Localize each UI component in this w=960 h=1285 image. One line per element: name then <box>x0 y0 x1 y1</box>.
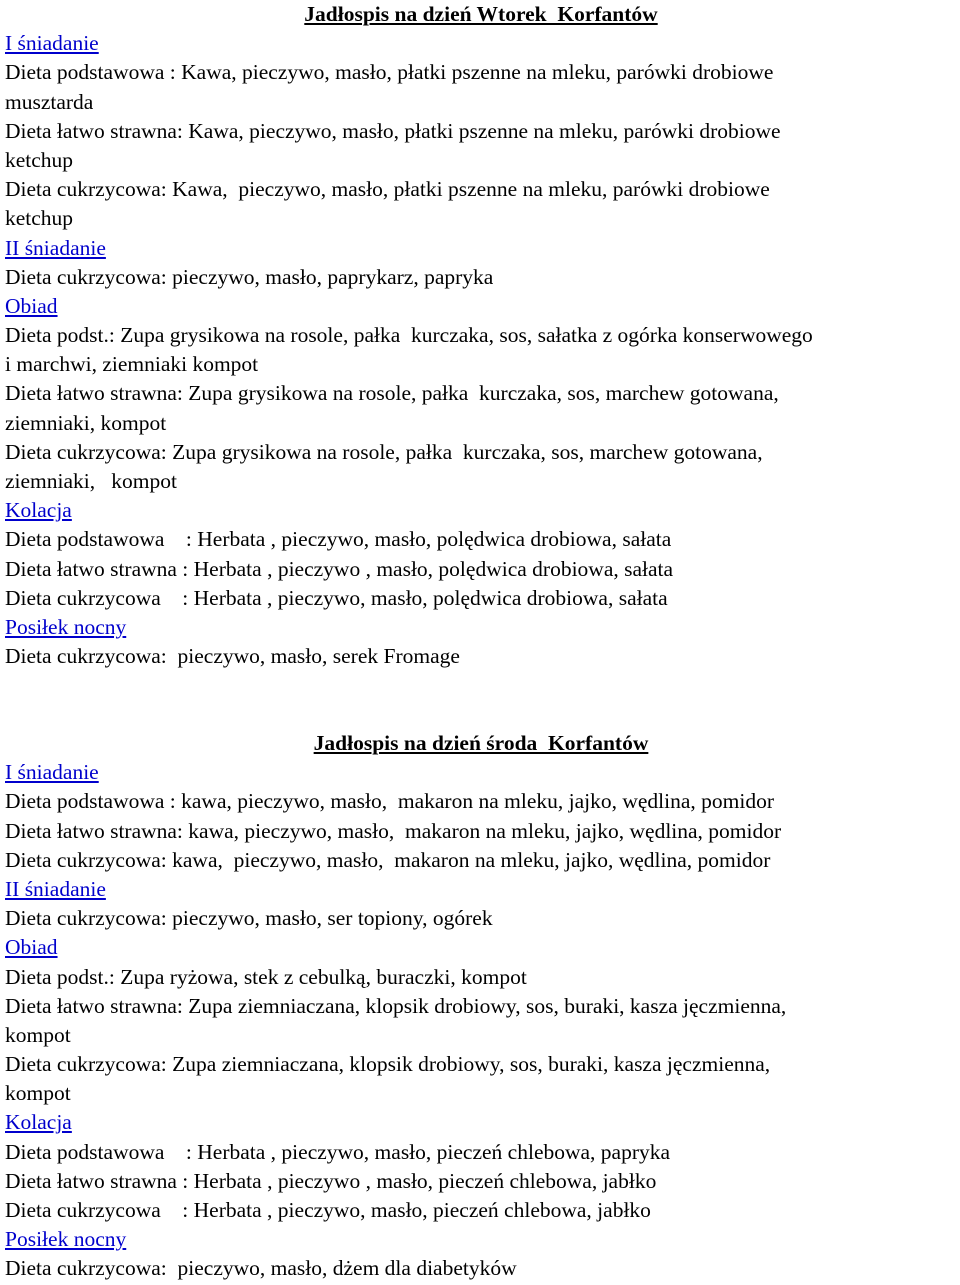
diet-line: Dieta cukrzycowa: pieczywo, masło, paprykarz, papryka <box>5 264 494 289</box>
meal-heading: Posiłek nocny <box>5 1227 127 1252</box>
diet-line: Dieta cukrzycowa: pieczywo, masło, dżem dla diabetyków <box>5 1256 517 1281</box>
diet-line: Dieta podst.: Zupa ryżowa, stek z cebulką, buraczki, kompot <box>5 964 527 989</box>
meal-heading: I śniadanie <box>5 31 99 56</box>
day-title: Jadłospis na dzień środa Korfantów <box>313 731 649 755</box>
diet-line: Dieta łatwo strawna : Herbata , pieczywo , masło, pieczeń chlebowa, jabłko <box>5 1168 657 1193</box>
diet-line: Dieta cukrzycowa: pieczywo, masło, ser topiony, ogórek <box>5 906 493 931</box>
diet-line: Dieta cukrzycowa : Herbata , pieczywo, masło, polędwica drobiowa, sałata <box>5 585 668 610</box>
menu-lines <box>5 758 957 1283</box>
diet-line: kompot <box>5 1022 71 1047</box>
diet-line: Dieta cukrzycowa: Kawa, pieczywo, masło, płatki pszenne na mleku, parówki drobiowe <box>5 177 770 202</box>
diet-line: Dieta łatwo strawna : Herbata , pieczywo , masło, polędwica drobiowa, sałata <box>5 556 674 581</box>
diet-line: Dieta łatwo strawna: Kawa, pieczywo, masło, płatki pszenne na mleku, parówki drobiowe <box>5 118 781 143</box>
diet-line: ketchup <box>5 147 74 172</box>
diet-line: ketchup <box>5 206 74 231</box>
day-menu-tuesday <box>5 0 957 671</box>
meal-heading: Kolacja <box>5 1110 72 1135</box>
menu-lines <box>5 29 957 671</box>
meal-heading: Obiad <box>5 293 58 318</box>
meal-heading: II śniadanie <box>5 235 106 260</box>
diet-line: Dieta podstawowa : kawa, pieczywo, masło, makaron na mleku, jajko, wędlina, pomidor <box>5 789 775 814</box>
meal-heading: Kolacja <box>5 498 72 523</box>
diet-line: ziemniaki, kompot <box>5 469 177 493</box>
diet-line: musztarda <box>5 89 94 114</box>
diet-line: Dieta cukrzycowa: Zupa grysikowa na rosole, pałka kurczaka, sos, marchew gotowana, <box>5 439 763 464</box>
diet-line: Dieta podst.: Zupa grysikowa na rosole, pałka kurczaka, sos, sałatka z ogórka konserwowego <box>5 323 813 348</box>
diet-line: i marchwi, ziemniaki kompot <box>5 352 259 377</box>
day-menu-wednesday <box>5 729 957 1284</box>
diet-line: Dieta podstawowa : Herbata , pieczywo, masło, polędwica drobiowa, sałata <box>5 527 672 552</box>
diet-line: Dieta podstawowa : Kawa, pieczywo, masło, płatki pszenne na mleku, parówki drobiowe <box>5 60 774 85</box>
diet-line: kompot <box>5 1081 71 1106</box>
diet-line: Dieta łatwo strawna: Zupa grysikowa na rosole, pałka kurczaka, sos, marchew gotowana, <box>5 381 779 406</box>
diet-line: Dieta podstawowa : Herbata , pieczywo, masło, pieczeń chlebowa, papryka <box>5 1139 671 1164</box>
diet-line: Dieta łatwo strawna: Zupa ziemniaczana, klopsik drobiowy, sos, buraki, kasza jęczmienna, <box>5 993 787 1018</box>
diet-line: Dieta cukrzycowa : Herbata , pieczywo, masło, pieczeń chlebowa, jabłko <box>5 1198 651 1222</box>
meal-heading: I śniadanie <box>5 760 99 785</box>
meal-heading: Posiłek nocny <box>5 614 127 639</box>
diet-line: Dieta cukrzycowa: pieczywo, masło, serek Fromage <box>5 644 460 669</box>
diet-line: Dieta cukrzycowa: Zupa ziemniaczana, klopsik drobiowy, sos, buraki, kasza jęczmienna, <box>5 1052 771 1077</box>
diet-line: Dieta łatwo strawna: kawa, pieczywo, masło, makaron na mleku, jajko, wędlina, pomidor <box>5 818 782 843</box>
diet-line: Dieta cukrzycowa: kawa, pieczywo, masło, makaron na mleku, jajko, wędlina, pomidor <box>5 847 771 872</box>
meal-heading: Obiad <box>5 935 58 960</box>
meal-heading: II śniadanie <box>5 876 106 901</box>
day-title: Jadłospis na dzień Wtorek Korfantów <box>304 2 658 26</box>
diet-line: ziemniaki, kompot <box>5 410 167 435</box>
